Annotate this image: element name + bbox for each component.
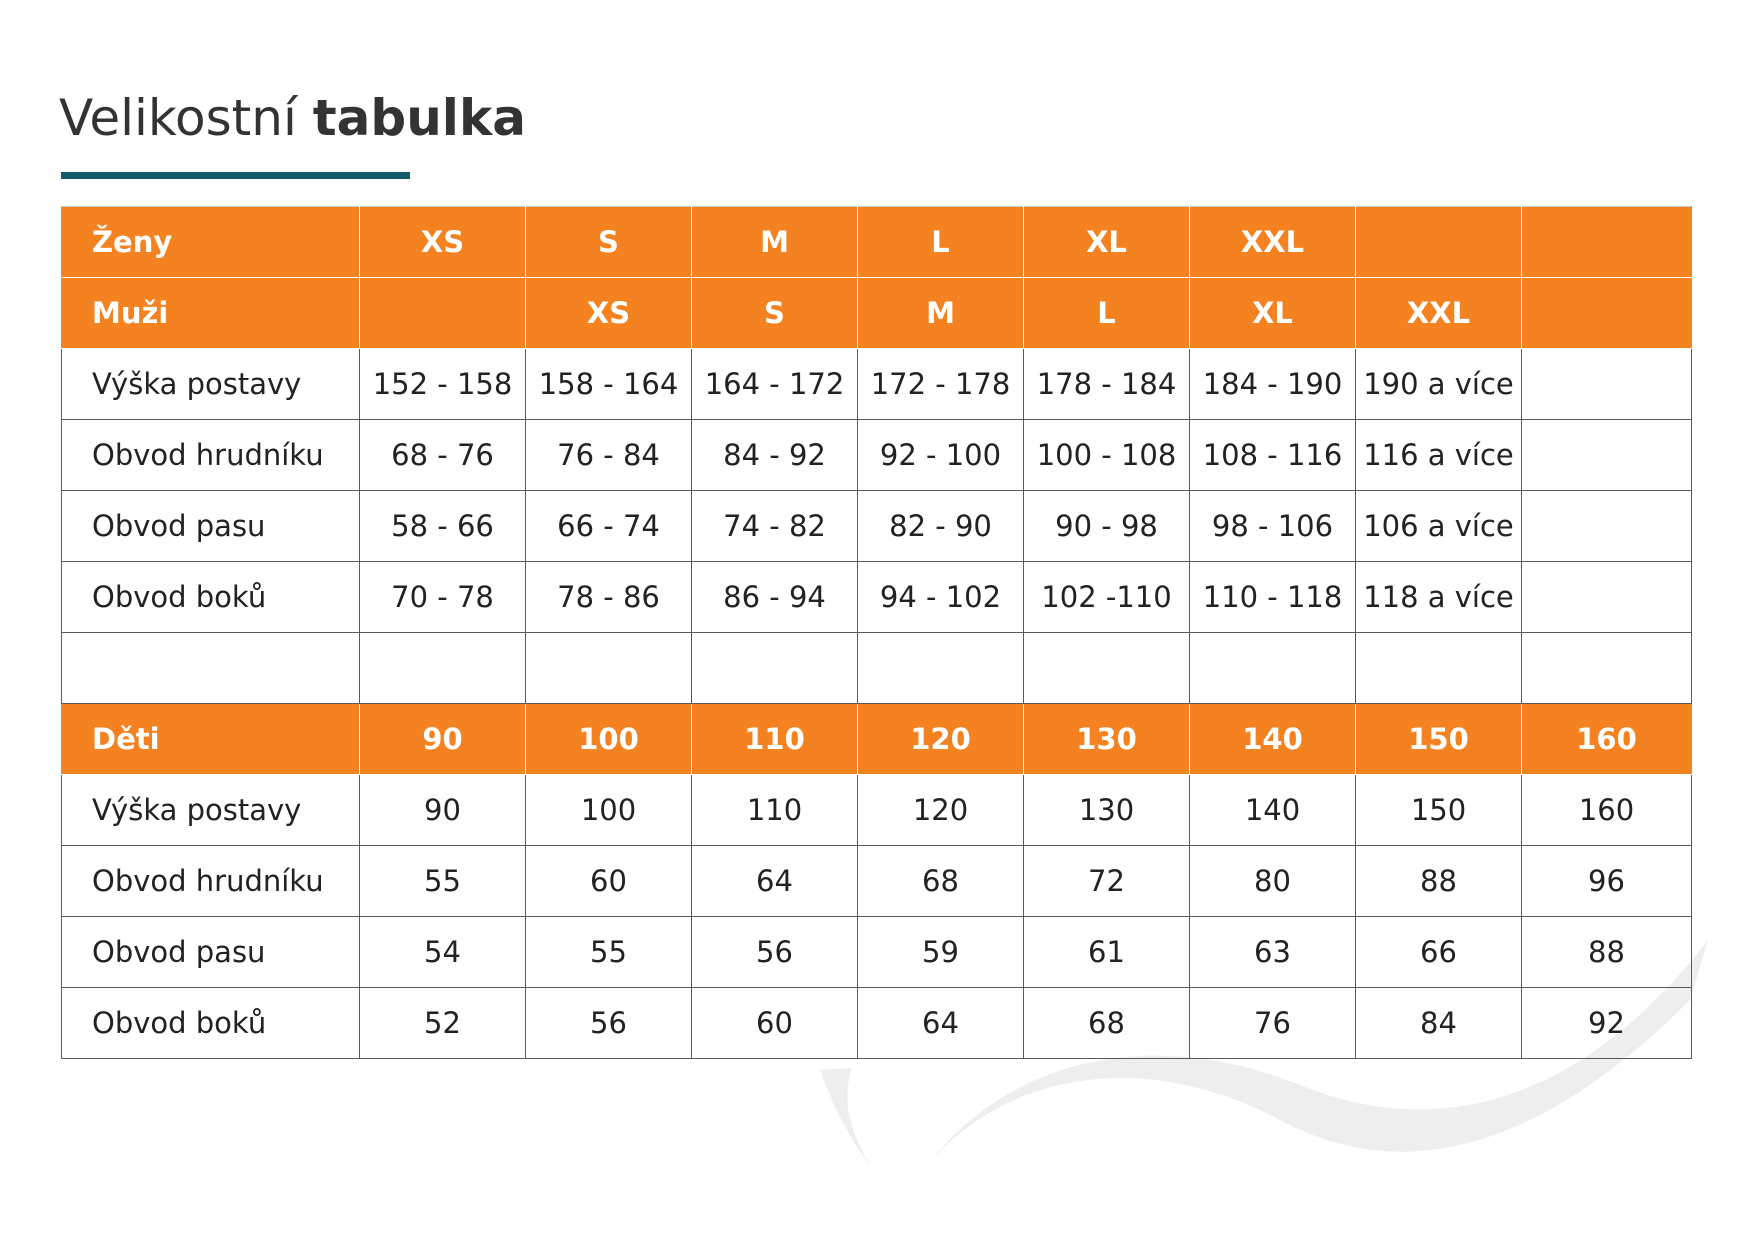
table-cell: 172 - 178 (858, 349, 1024, 420)
table-cell (1522, 420, 1692, 491)
spacer-row (62, 633, 1692, 704)
table-cell: 178 - 184 (1024, 349, 1190, 420)
table-cell (1522, 349, 1692, 420)
table-cell: 88 (1522, 917, 1692, 988)
table-cell: 110 (692, 775, 858, 846)
table-cell (526, 633, 692, 704)
table-cell: 100 (526, 775, 692, 846)
size-cell: M (692, 207, 858, 278)
table-cell: 84 - 92 (692, 420, 858, 491)
row-label (62, 633, 360, 704)
table-cell: 58 - 66 (360, 491, 526, 562)
table-cell: 64 (858, 988, 1024, 1059)
table-cell: 158 - 164 (526, 349, 692, 420)
table-cell (858, 633, 1024, 704)
row-label: Obvod hrudníku (62, 846, 360, 917)
table-cell: 70 - 78 (360, 562, 526, 633)
size-cell: XL (1190, 278, 1356, 349)
table-row (62, 917, 1692, 988)
men-header-row (62, 278, 1692, 349)
swoosh-watermark-flame (820, 1068, 870, 1165)
size-cell: XS (360, 207, 526, 278)
table-cell: 68 (1024, 988, 1190, 1059)
size-cell: M (858, 278, 1024, 349)
table-cell: 74 - 82 (692, 491, 858, 562)
table-row (62, 775, 1692, 846)
table-cell (1190, 633, 1356, 704)
size-cell: 120 (858, 704, 1024, 775)
row-label: Obvod boků (62, 562, 360, 633)
table-cell: 76 - 84 (526, 420, 692, 491)
page-title-bold: tabulka (312, 89, 526, 147)
table-cell: 94 - 102 (858, 562, 1024, 633)
size-cell: XXL (1356, 278, 1522, 349)
title-underline (61, 172, 410, 179)
table-cell: 59 (858, 917, 1024, 988)
table-cell: 190 a více (1356, 349, 1522, 420)
women-header-row (62, 207, 1692, 278)
row-label: Obvod hrudníku (62, 420, 360, 491)
table-cell: 68 (858, 846, 1024, 917)
size-cell: XS (526, 278, 692, 349)
table-row (62, 420, 1692, 491)
table-cell: 98 - 106 (1190, 491, 1356, 562)
size-cell: 90 (360, 704, 526, 775)
table-cell: 140 (1190, 775, 1356, 846)
size-cell: S (692, 278, 858, 349)
table-row (62, 562, 1692, 633)
table-cell: 108 - 116 (1190, 420, 1356, 491)
table-cell: 92 (1522, 988, 1692, 1059)
table-cell: 84 (1356, 988, 1522, 1059)
table-cell: 130 (1024, 775, 1190, 846)
size-cell: 110 (692, 704, 858, 775)
table-cell (692, 633, 858, 704)
table-cell (1522, 491, 1692, 562)
children-header-row (62, 704, 1692, 775)
table-cell: 61 (1024, 917, 1190, 988)
table-cell: 55 (526, 917, 692, 988)
size-cell (360, 278, 526, 349)
table-cell: 66 - 74 (526, 491, 692, 562)
table-cell: 76 (1190, 988, 1356, 1059)
row-label: Výška postavy (62, 775, 360, 846)
row-label: Obvod boků (62, 988, 360, 1059)
table-cell: 90 (360, 775, 526, 846)
table-cell: 64 (692, 846, 858, 917)
table-cell: 82 - 90 (858, 491, 1024, 562)
size-cell (1522, 207, 1692, 278)
table-cell (1522, 633, 1692, 704)
table-row (62, 846, 1692, 917)
table-cell: 54 (360, 917, 526, 988)
table-cell: 52 (360, 988, 526, 1059)
table-cell (1356, 633, 1522, 704)
size-cell: L (1024, 278, 1190, 349)
row-label: Ženy (62, 207, 360, 278)
table-cell: 55 (360, 846, 526, 917)
table-cell: 184 - 190 (1190, 349, 1356, 420)
size-cell: 150 (1356, 704, 1522, 775)
table-cell: 118 a více (1356, 562, 1522, 633)
size-cell: XXL (1190, 207, 1356, 278)
table-cell: 102 -110 (1024, 562, 1190, 633)
table-cell: 164 - 172 (692, 349, 858, 420)
table-cell: 96 (1522, 846, 1692, 917)
table-cell: 110 - 118 (1190, 562, 1356, 633)
table-cell: 56 (526, 988, 692, 1059)
row-label: Muži (62, 278, 360, 349)
table-cell: 56 (692, 917, 858, 988)
table-cell: 100 - 108 (1024, 420, 1190, 491)
size-cell (1522, 278, 1692, 349)
table-cell: 72 (1024, 846, 1190, 917)
table-cell: 92 - 100 (858, 420, 1024, 491)
table-cell: 150 (1356, 775, 1522, 846)
table-cell: 60 (692, 988, 858, 1059)
table-cell: 68 - 76 (360, 420, 526, 491)
size-cell: XL (1024, 207, 1190, 278)
page-title-regular: Velikostní (59, 89, 297, 147)
size-cell (1356, 207, 1522, 278)
table-cell: 90 - 98 (1024, 491, 1190, 562)
table-cell (1522, 562, 1692, 633)
table-cell: 86 - 94 (692, 562, 858, 633)
size-table (61, 206, 1692, 1059)
size-cell: 140 (1190, 704, 1356, 775)
table-cell: 106 a více (1356, 491, 1522, 562)
table-cell: 88 (1356, 846, 1522, 917)
row-label: Děti (62, 704, 360, 775)
table-row (62, 491, 1692, 562)
table-cell: 120 (858, 775, 1024, 846)
table-cell: 63 (1190, 917, 1356, 988)
size-cell: S (526, 207, 692, 278)
size-cell: 130 (1024, 704, 1190, 775)
table-cell: 116 a více (1356, 420, 1522, 491)
table-cell: 78 - 86 (526, 562, 692, 633)
table-cell (360, 633, 526, 704)
size-cell: 100 (526, 704, 692, 775)
page-title (59, 88, 526, 148)
table-cell: 60 (526, 846, 692, 917)
row-label: Obvod pasu (62, 917, 360, 988)
table-cell: 152 - 158 (360, 349, 526, 420)
table-cell: 66 (1356, 917, 1522, 988)
size-cell: L (858, 207, 1024, 278)
size-cell: 160 (1522, 704, 1692, 775)
table-row (62, 349, 1692, 420)
table-cell (1024, 633, 1190, 704)
table-cell: 160 (1522, 775, 1692, 846)
row-label: Obvod pasu (62, 491, 360, 562)
table-cell: 80 (1190, 846, 1356, 917)
table-row (62, 988, 1692, 1059)
row-label: Výška postavy (62, 349, 360, 420)
